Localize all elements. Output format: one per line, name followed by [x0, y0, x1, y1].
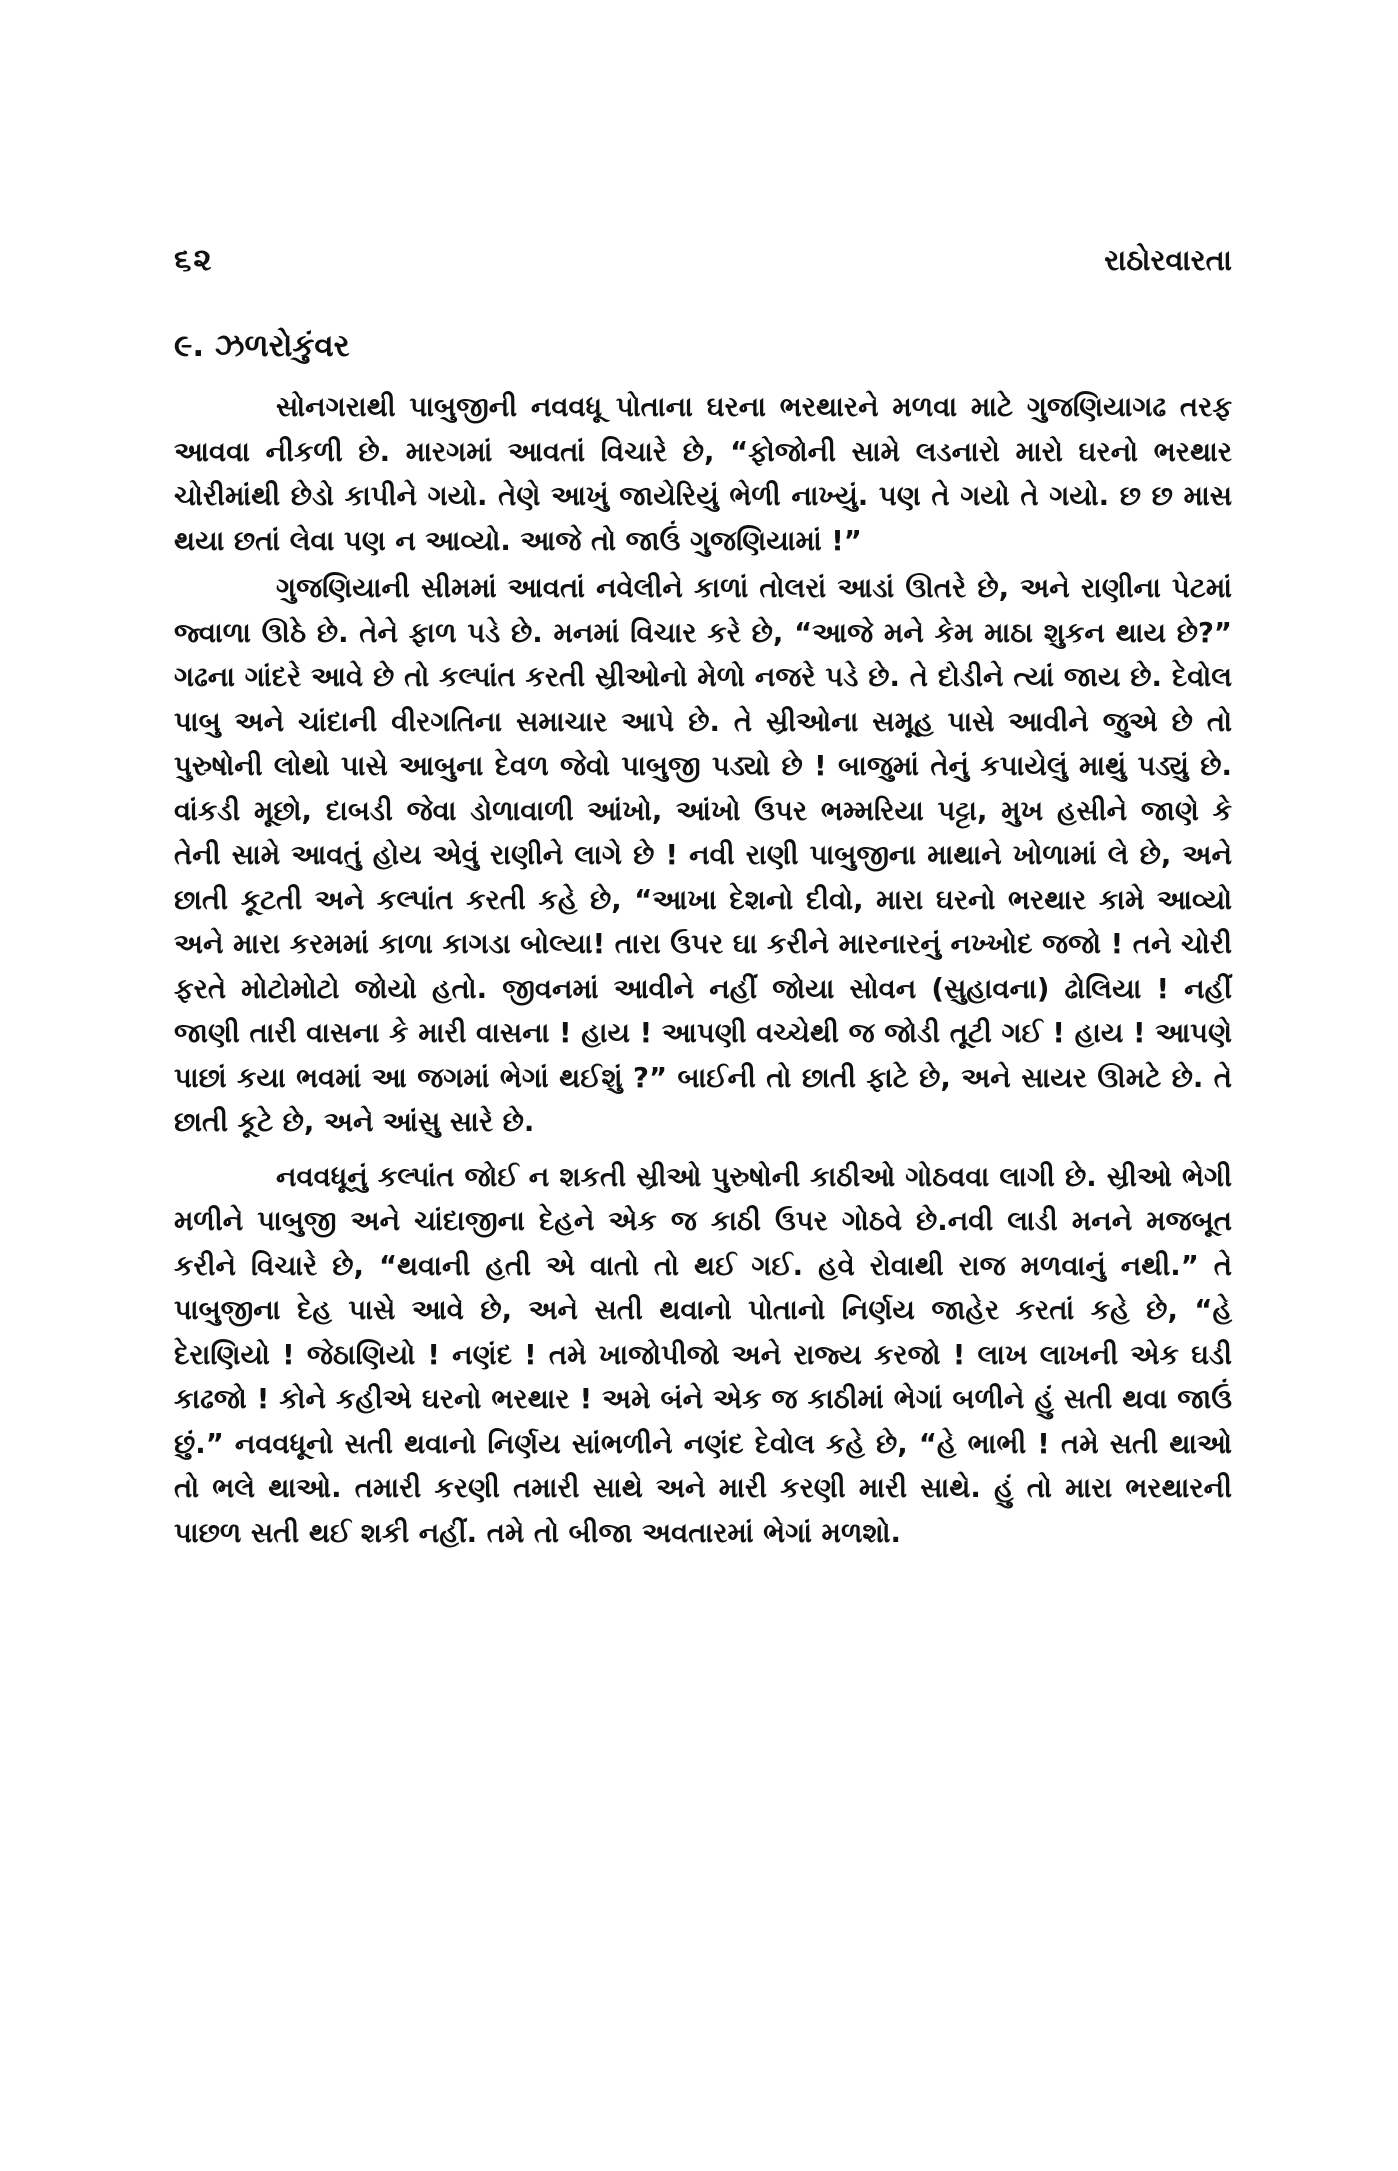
page-number: ૬૨	[174, 242, 214, 278]
paragraph: સોનગરાથી પાબુજીની નવવધૂ પોતાના ઘરના ભરથારને મળવા માટે ગુજણિયાગઢ તરફ આવવા નીકળી છે. મારગમાં આવતાં વિચારે છે, “ફોજોની સામે લડનારો મારો ઘરનો ભરથાર ચોરીમાંથી છેડો કાપીને ગયો. તેણે આખું જાયેરિયું ભેળી નાખ્યું. પણ તે ગયો તે ગયો. છ છ માસ થયા છતાં લેવા પણ ન આવ્યો. આજે તો જાઉં ગુજણિયામાં !”	[174, 391, 1232, 557]
chapter-title: ૯. ઝળરોકુંવર	[174, 328, 350, 364]
body-text	[174, 385, 1232, 1555]
page-header	[174, 240, 1232, 284]
running-head: રાઠોરવારતા	[1104, 243, 1232, 277]
paragraph: નવવધૂનું કલ્પાંત જોઈ ન શકતી સ્રીઓ પુરુષોની કાઠીઓ ગોઠવવા લાગી છે. સ્રીઓ ભેગી મળીને પાબુજી અને ચાંદાજીના દેહને એક જ કાઠી ઉપર ગોઠવે છે.નવી લાડી મનને મજબૂત કરીને વિચારે છે, “થવાની હતી એ વાતો તો થઈ ગઈ. હવે રોવાથી રાજ મળવાનું નથી.” તે પાબુજીના દેહ પાસે આવે છે, અને સતી થવાનો પોતાનો નિર્ણય જાહેર કરતાં કહે છે, “હે દેરાણિયો ! જેઠાણિયો ! નણંદ ! તમે ખાજોપીજો અને રાજ્ય કરજો ! લાખ લાખની એક ઘડી કાઢજો ! કોને કહીએ ઘરનો ભરથાર ! અમે બંને એક જ કાઠીમાં ભેગાં બળીને હું સતી થવા જાઉં છું.” નવવધૂનો સતી થવાનો નિર્ણય સાંભળીને નણંદ દેવોલ કહે છે, “હે ભાભી ! તમે સતી થાઓ તો ભલે થાઓ. તમારી કરણી તમારી સાથે અને મારી કરણી મારી સાથે. હું તો મારા ભરથારની પાછળ સતી થઈ શકી નહીં. તમે તો બીજા અવતારમાં ભેગાં મળશો.	[174, 1160, 1232, 1549]
paragraph: ગુજણિયાની સીમમાં આવતાં નવેલીને કાળાં તોલરાં આડાં ઊતરે છે, અને રાણીના પેટમાં જ્વાળા ઊઠે છે. તેને ફાળ પડે છે. મનમાં વિચાર કરે છે, “આજે મને કેમ માઠા શુકન થાય છે?” ગઢના ગાંદરે આવે છે તો કલ્પાંત કરતી સ્રીઓનો મેળો નજરે પડે છે. તે દોડીને ત્યાં જાય છે. દેવોલ પાબુ અને ચાંદાની વીરગતિના સમાચાર આપે છે. તે સ્રીઓના સમૂહ પાસે આવીને જુએ છે તો પુરુષોની લોથો પાસે આબુના દેવળ જેવો પાબુજી પડ્યો છે ! બાજુમાં તેનું કપાયેલું માથું પડ્યું છે. વાંકડી મૂછો, દાબડી જેવા ડોળાવાળી આંખો, આંખો ઉપર ભમ્મરિયા પટ્ટા, મુખ હસીને જાણે કે તેની સામે આવતું હોય એવું રાણીને લાગે છે ! નવી રાણી પાબુજીના માથાને ખોળામાં લે છે, અને છાતી કૂટતી અને કલ્પાંત કરતી કહે છે, “આખા દેશનો દીવો, મારા ઘરનો ભરથાર કામે આવ્યો અને મારા કરમમાં કાળા કાગડા બોલ્યા! તારા ઉપર ઘા કરીને મારનારનું નખ્ખોદ જજો ! તને ચોરી ફરતે મોટોમોટો જોયો હતો. જીવનમાં આવીને નહીં જોયા સોવન (સુહાવના) ઢોલિયા ! નહીં જાણી તારી વાસના કે મારી વાસના ! હાય ! આપણી વચ્ચેથી જ જોડી તૂટી ગઈ ! હાય ! આપણે પાછાં કયા ભવમાં આ જગમાં ભેગાં થઈશું ?” બાઈની તો છાતી ફાટે છે, અને સાયર ઊમટે છે. તે છાતી કૂટે છે, અને આંસુ સારે છે.	[174, 572, 1232, 1138]
